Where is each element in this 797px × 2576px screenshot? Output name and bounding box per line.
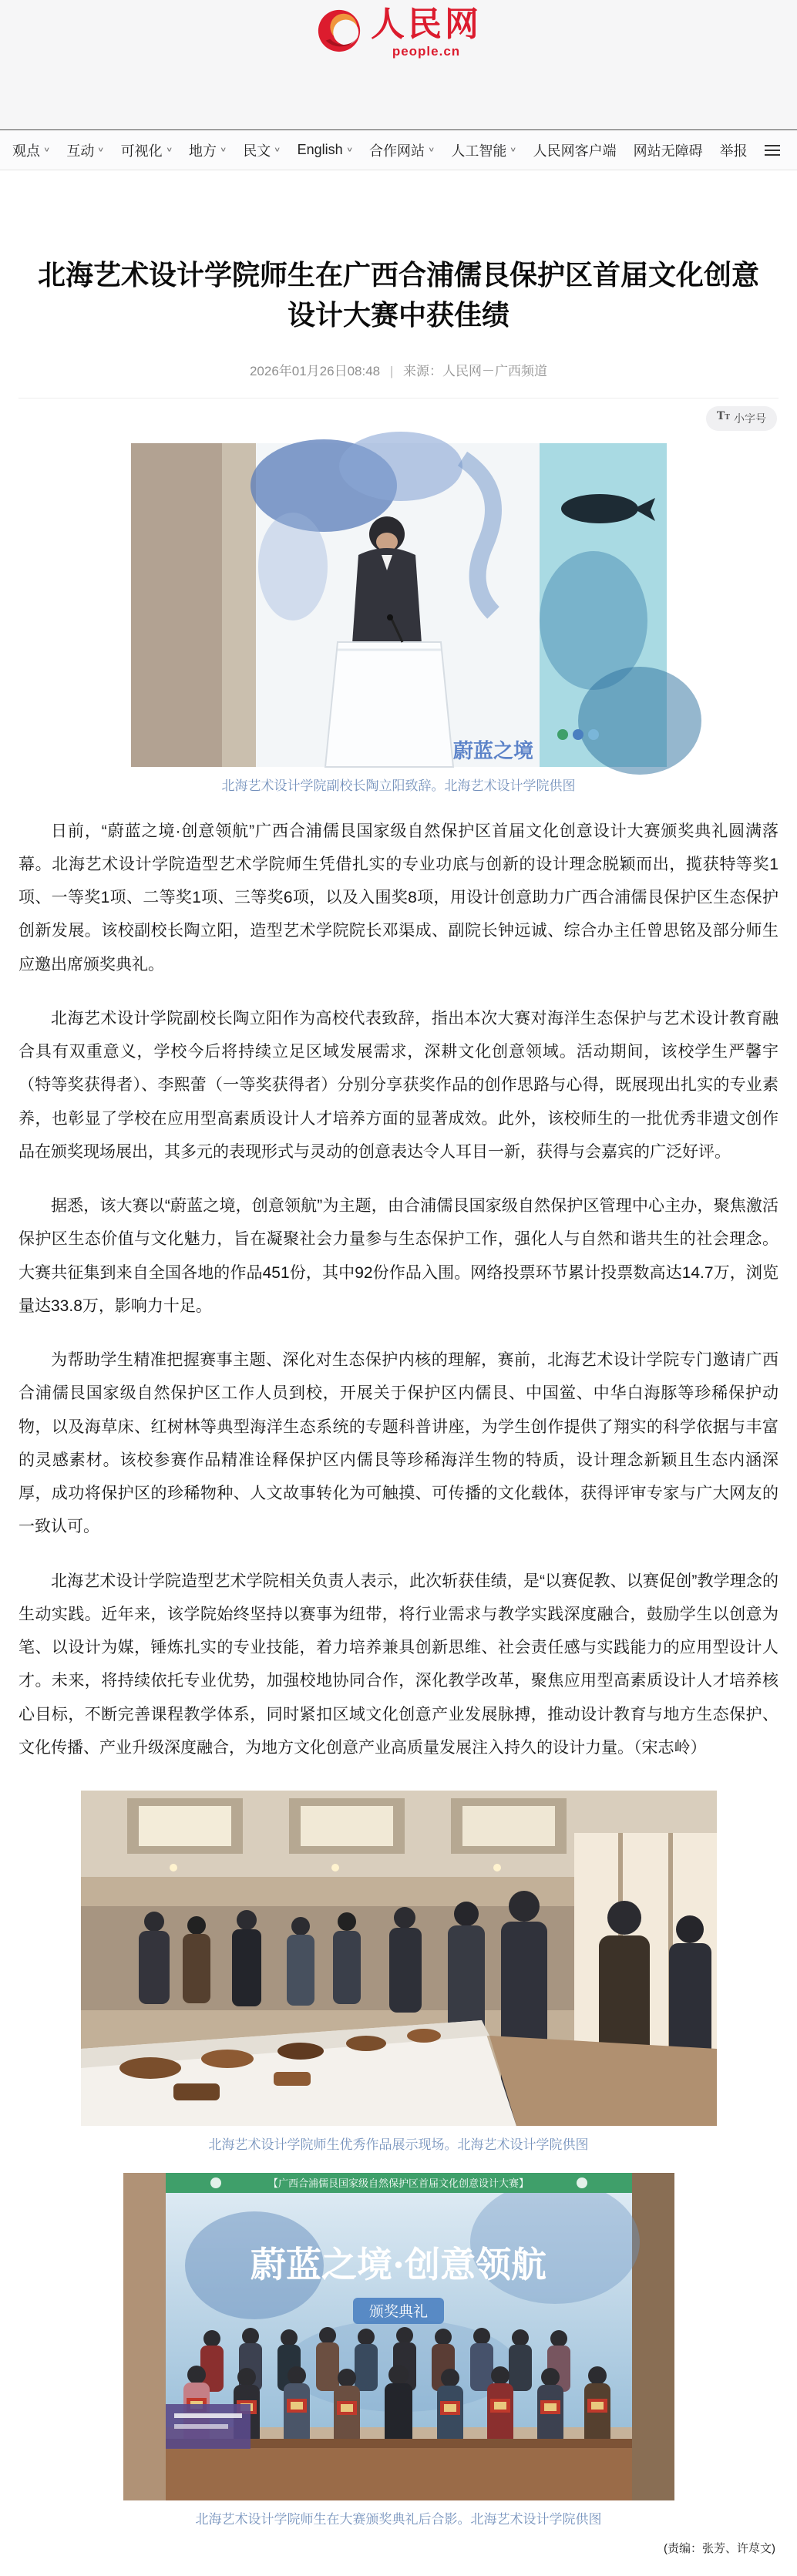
chevron-down-icon: ∨ [220,146,227,154]
nav-item-local[interactable] [189,140,226,160]
figure-speech-photo [0,443,797,794]
menu-icon[interactable] [765,145,780,156]
fig3-stage-badge: 颁奖典礼 [368,2304,428,2321]
exhibition-photo-image [81,1791,717,2126]
nav-item-label: 举报 [719,143,748,159]
nav-item-ai[interactable] [451,140,516,160]
article-paragraph: 日前，“蔚蓝之境·创意领航”广西合浦儒艮国家级自然保护区首届文化创意设计大赛颁奖典礼圆满落幕。北海艺术设计学院造型艺术学院师生凭借扎实的专业功底与创新的设计理念脱颖而出，揽获特等奖1项、一等奖1项、二等奖1项、三等奖6项，以及入围奖8项，用设计创意助力广西合浦儒艮保护区生态保护创新发展。该校副校长陶立阳，造型艺术学院院长邓渠成、副院长钟远诚、综合办主任曾思铭及部分师生应邀出席颁奖典礼。 [18,822,779,974]
chevron-down-icon: ∨ [509,146,517,154]
article [0,255,797,2576]
nav-item-label: 地方 [188,143,217,159]
article-paragraph: 北海艺术设计学院副校长陶立阳作为高校代表致辞，指出本次大赛对海洋生态保护与艺术设计教育融合具有双重意义，学校今后将持续立足区域发展需求，深耕文化创意领域。活动期间，该校学生严馨宇（特等奖获得者）、李熙蕾（一等奖获得者）分别分享获奖作品的创作思路与心得，既展现出扎实的专业素养，也彰显了学校在应用型高素质设计人才培养方面的显著成效。此外，该校师生的一批优秀非遗文创作品在颁奖现场展出，其多元的表现形式与灵动的创意表达令人耳目一新，获得与会嘉宾的广泛好评。 [18,1009,779,1161]
fig1-backdrop-text: 蔚蓝之境 [452,739,533,763]
editor-credit: (责编：张芳、许荩文) [664,2542,775,2556]
page-title: 北海艺术设计学院师生在广西合浦儒艮保护区首届文化创意设计大赛中获佳绩 [37,259,759,331]
logo-text: 人民网 [371,5,482,44]
figure-exhibition-photo [0,1791,797,2153]
nav-item-client-app[interactable] [533,140,617,160]
site-header [0,0,797,129]
article-meta [18,360,779,399]
figure-caption: 北海艺术设计学院师生优秀作品展示现场。北海艺术设计学院供图 [208,2137,589,2154]
article-paragraph: 北海艺术设计学院造型艺术学院相关负责人表示，此次斩获佳绩，是“以赛促教、以赛促创”教学理念的生动实践。近年来，该学院始终坚持以赛事为纽带，将行业需求与教学实践深度融合，鼓励学生以创意为笔、以设计为媒，锤炼扎实的专业技能，着力培养兼具创新思维、社会责任感与实践能力的应用型设计人才。未来，将持续依托专业优势，加强校地协同合作，深化教学改革，聚焦应用型高素质设计人才培养核心目标，不断完善课程教学体系，同时紧扣区域文化创意产业发展脉搏，推动设计教育与地方生态保护、文化传播、产业升级深度融合，为地方文化创意产业高质量发展注入持久的设计力量。（宋志岭） [18,1572,779,1757]
nav-item-label: 可视化 [120,143,163,159]
nav-item-report[interactable] [720,140,748,160]
nav-item-label: 人工智能 [451,143,507,159]
chevron-down-icon: ∨ [428,146,435,154]
font-size-icon: TT [716,409,730,422]
nav-bar [0,129,797,170]
nav-item-partners[interactable] [369,140,434,160]
article-paragraph: 为帮助学生精准把握赛事主题、深化对生态保护内核的理解，赛前，北海艺术设计学院专门邀请广西合浦儒艮国家级自然保护区工作人员到校，开展关于保护区内儒艮、中国鲎、中华白海豚等珍稀保护动物，以及海草床、红树林等典型海洋生态系统的专题科普讲座，为学生创作提供了翔实的科学依据与丰富的灵感素材。该校参赛作品精准诠释保护区内儒艮等珍稀海洋生物的特质，设计理念新颖且生态内涵深厚，成功将保护区的珍稀物种、人文故事转化为可触摸、可传播的文化载体，获得评审专家与广大网友的一致认可。 [18,1351,779,1536]
nav-overflow-chevron-icon[interactable] [0,147,1,157]
nav-item-interact[interactable] [66,140,103,160]
chevron-down-icon: ∨ [165,146,173,154]
nav-item-label: 互动 [66,143,95,159]
fig3-banner-text: 【广西合浦儒艮国家级自然保护区首届文化创意设计大赛】 [267,2177,529,2190]
nav-item-minwen[interactable] [243,140,280,160]
people-logo[interactable] [0,6,797,59]
article-toolbar [0,399,797,431]
chevron-down-icon: ∨ [97,146,105,154]
figure-group-photo [0,2173,797,2527]
nav-item-label: 合作网站 [369,143,425,159]
font-size-label: 小字号 [734,412,766,425]
source-label: 来源： [403,363,443,378]
nav-item-accessibility[interactable] [634,140,703,160]
group-photo-image [123,2173,674,2500]
article-paragraph: 据悉，该大赛以“蔚蓝之境，创意领航”为主题，由合浦儒艮国家级自然保护区管理中心主办，聚焦激活保护区生态价值与文化魅力，旨在凝聚社会力量参与生态保护工作，强化人与自然和谐共生的社会理念。大赛共征集到来自全国各地的作品451份，其中92份作品入围。网络投票环节累计投票数高达14.7万，浏览量达33.8万，影响力十足。 [18,1197,779,1315]
nav-item-english[interactable] [298,142,352,158]
nav-item-visualization[interactable] [121,140,172,160]
publish-date: 2026年01月26日08:48 [249,363,381,378]
figure-caption: 北海艺术设计学院副校长陶立阳致辞。北海艺术设计学院供图 [221,778,576,794]
nav-item-label: 民文 [243,143,271,159]
speech-photo-image [131,443,667,767]
nav-item-label: 网站无障碍 [633,143,703,159]
fig3-stage-title: 蔚蓝之境·创意领航 [250,2244,546,2286]
nav-item-label: 人民网客户端 [533,143,617,159]
chevron-down-icon: ∨ [345,146,353,154]
flame-icon [315,6,363,54]
figure-caption: 北海艺术设计学院师生在大赛颁奖典礼后合影。北海艺术设计学院供图 [195,2512,602,2528]
source-link[interactable]: 人民网－广西频道 [442,363,548,378]
chevron-down-icon: ∨ [43,146,51,154]
logo-subtext: people.cn [392,44,461,59]
meta-separator: | [389,363,394,378]
nav-item-opinion[interactable] [12,140,49,160]
nav-item-label: English [297,142,343,157]
nav-item-label: 观点 [12,143,40,159]
chevron-down-icon: ∨ [274,146,281,154]
font-size-button[interactable] [706,406,777,431]
